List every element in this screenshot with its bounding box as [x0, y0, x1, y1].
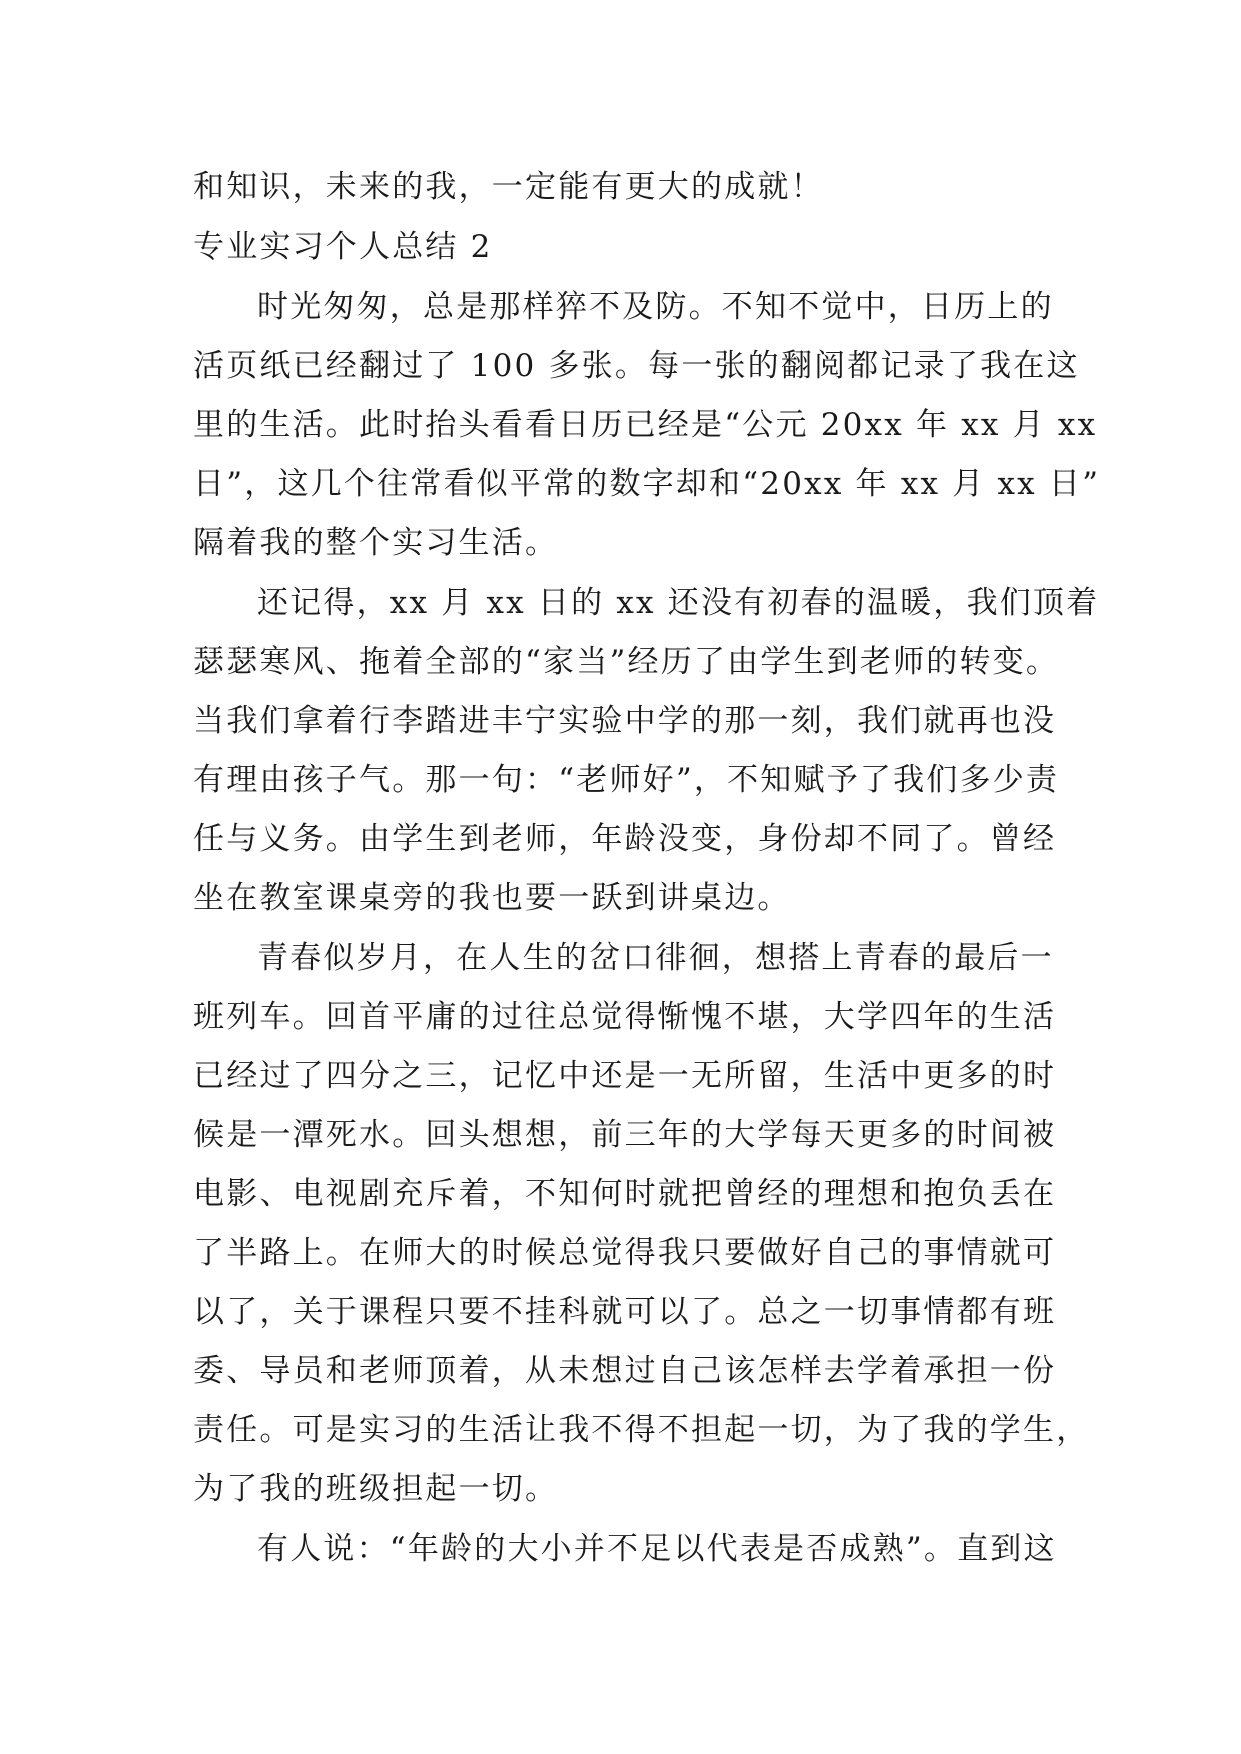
paragraph-3-line-7: 以了，关于课程只要不挂科就可以了。总之一切事情都有班: [193, 1294, 1057, 1330]
paragraph-2-line-5: 任与义务。由学生到老师，年龄没变，身份却不同了。曾经: [193, 821, 1057, 857]
paragraph-3-line-4: 候是一潭死水。回头想想，前三年的大学每天更多的时间被: [193, 1117, 1057, 1153]
section-heading: 专业实习个人总结 2: [193, 229, 493, 265]
paragraph-4-line-1: 有人说：“年龄的大小并不足以代表是否成熟”。直到这: [257, 1531, 1057, 1567]
paragraph-1-line-5: 隔着我的整个实习生活。: [193, 525, 559, 561]
paragraph-3-line-3: 已经过了四分之三，记忆中还是一无所留，生活中更多的时: [193, 1058, 1057, 1094]
paragraph-2-line-3: 当我们拿着行李踏进丰宁实验中学的那一刻，我们就再也没: [193, 703, 1057, 739]
paragraph-3-line-9: 责任。可是实习的生活让我不得不担起一切，为了我的学生，: [193, 1412, 1090, 1448]
paragraph-1-line-3: 里的生活。此时抬头看看日历已经是“公元 20xx 年 xx 月 xx: [193, 407, 1098, 443]
paragraph-3-line-2: 班列车。回首平庸的过往总觉得惭愧不堪，大学四年的生活: [193, 999, 1057, 1035]
paragraph-1-line-1: 时光匆匆，总是那样猝不及防。不知不觉中，日历上的: [257, 289, 1054, 325]
text-line-continuation: 和知识，未来的我，一定能有更大的成就！: [193, 169, 824, 205]
paragraph-3-line-10: 为了我的班级担起一切。: [193, 1471, 559, 1507]
paragraph-2-line-1: 还记得，xx 月 xx 日的 xx 还没有初春的温暖，我们顶着: [257, 585, 1100, 621]
paragraph-3-line-5: 电影、电视剧充斥着，不知何时就把曾经的理想和抱负丢在: [193, 1176, 1057, 1212]
paragraph-3-line-8: 委、导员和老师顶着，从未想过自己该怎样去学着承担一份: [193, 1353, 1057, 1389]
paragraph-2-line-4: 有理由孩子气。那一句：“老师好”，不知赋予了我们多少责: [193, 762, 1060, 798]
paragraph-1-line-4: 日”，这几个往常看似平常的数字却和“20xx 年 xx 月 xx 日”: [193, 466, 1101, 502]
paragraph-2-line-6: 坐在教室课桌旁的我也要一跃到讲桌边。: [193, 880, 791, 916]
paragraph-1-line-2: 活页纸已经翻过了 100 多张。每一张的翻阅都记录了我在这: [193, 348, 1080, 384]
paragraph-3-line-1: 青春似岁月，在人生的岔口徘徊，想搭上青春的最后一: [257, 940, 1054, 976]
paragraph-3-line-6: 了半路上。在师大的时候总觉得我只要做好自己的事情就可: [193, 1235, 1057, 1271]
paragraph-2-line-2: 瑟瑟寒风、拖着全部的“家当”经历了由学生到老师的转变。: [193, 644, 1060, 680]
